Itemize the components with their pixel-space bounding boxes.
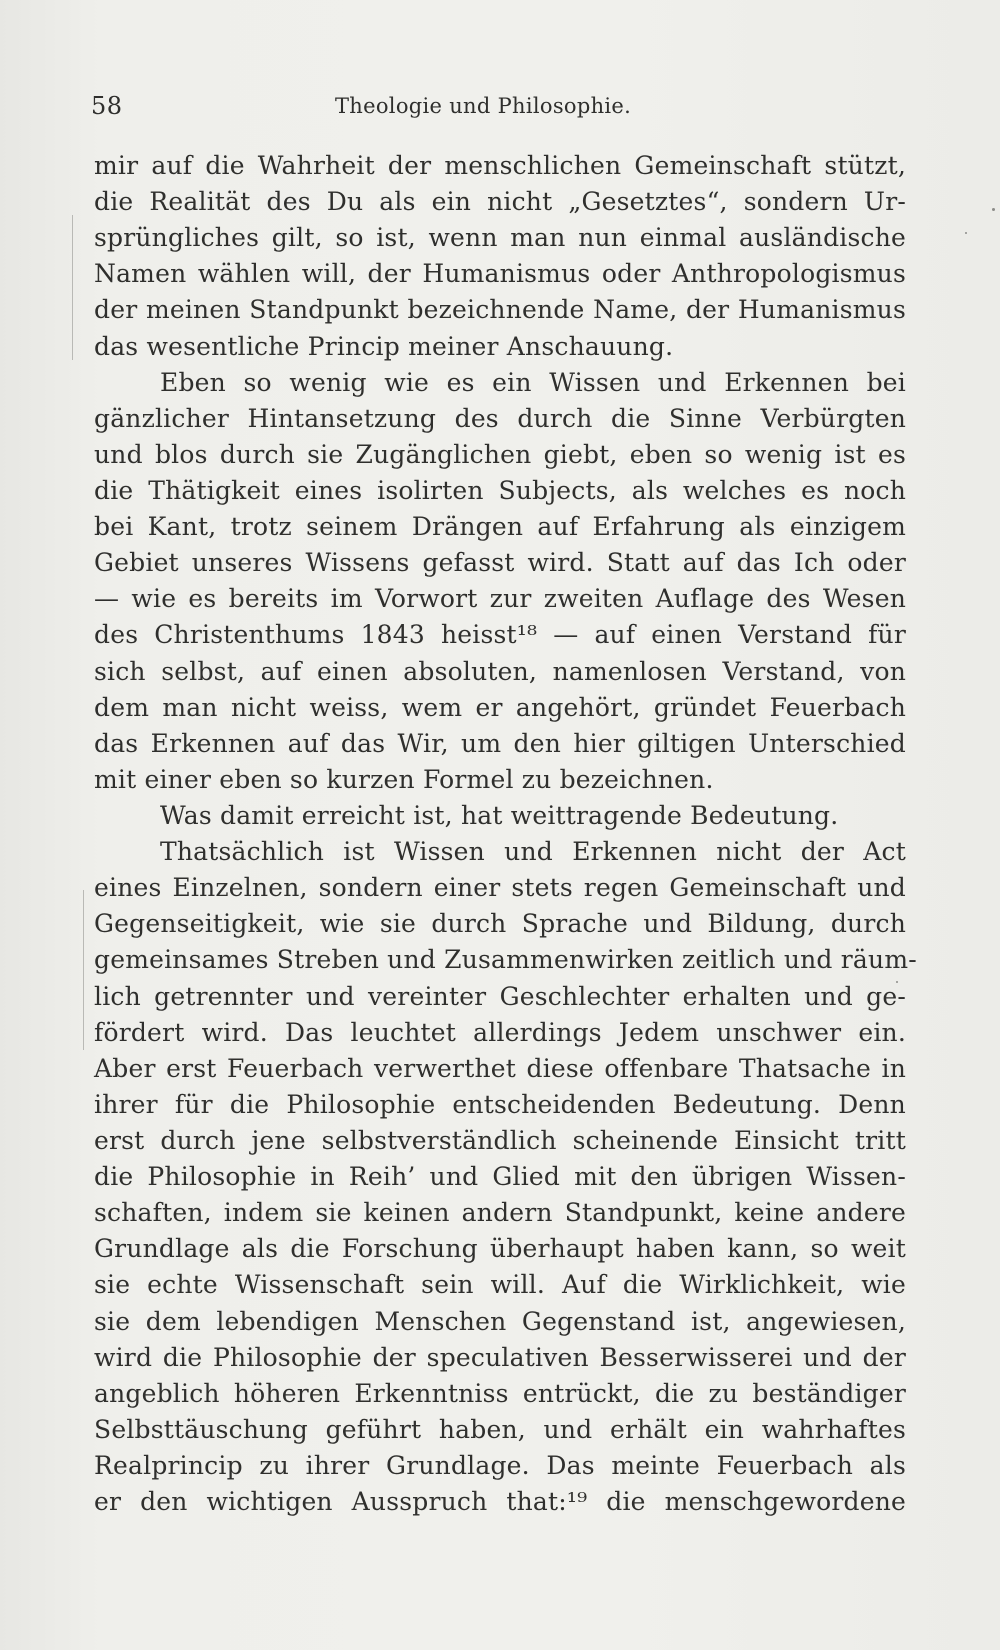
text-line: schaften, indem sie keinen andern Standpunkt, keine andere	[94, 1198, 906, 1228]
text-line: mir auf die Wahrheit der menschlichen Gemeinschaft stützt,	[94, 151, 906, 180]
text-line: mit einer eben so kurzen Formel zu bezeichnen.	[94, 764, 714, 794]
text-line: Was damit erreicht ist, hat weittragende Bedeutung.	[160, 800, 839, 830]
text-line: Selbsttäuschung geführt haben, und erhält ein wahrhaftes	[94, 1414, 906, 1444]
margin-pencil-mark	[72, 215, 73, 360]
text-line: ihrer für die Philosophie entscheidenden Bedeutung. Denn	[94, 1089, 906, 1119]
text-line: der meinen Standpunkt bezeichnende Name, der Humanismus	[94, 295, 906, 325]
text-line: Gegenseitigkeit, wie sie durch Sprache und Bildung, durch	[94, 909, 906, 939]
text-line: gemeinsames Streben und Zusammenwirken zeitlich und räum-	[94, 945, 917, 975]
running-head: Theologie und Philosophie.	[335, 94, 632, 118]
text-line: fördert wird. Das leuchtet allerdings Jedem unschwer ein.	[94, 1017, 906, 1047]
text-line: die Realität des Du als ein nicht „Gesetztes“, sondern Ur-	[94, 187, 906, 217]
text-line: gänzlicher Hintansetzung des durch die Sinne Verbürgten	[94, 403, 906, 433]
text-line: Thatsächlich ist Wissen und Erkennen nicht der Act	[160, 837, 906, 867]
paper-speck	[965, 232, 967, 234]
text-line: lich getrennter und vereinter Geschlechter erhalten und ge-	[94, 981, 906, 1011]
text-line: — wie es bereits im Vorwort zur zweiten Auflage des Wesen	[94, 584, 906, 614]
text-line: sich selbst, auf einen absoluten, namenlosen Verstand, von	[94, 656, 906, 686]
text-line: Eben so wenig wie es ein Wissen und Erkennen bei	[160, 367, 906, 397]
text-line: die Philosophie in Reih’ und Glied mit den übrigen Wissen-	[94, 1162, 906, 1192]
text-line: und blos durch sie Zugänglichen giebt, eben so wenig ist es	[94, 439, 906, 469]
text-line: bei Kant, trotz seinem Drängen auf Erfahrung als einzigem	[94, 512, 906, 542]
text-line: dem man nicht weiss, wem er angehört, gründet Feuerbach	[94, 692, 906, 722]
text-line: sprüngliches gilt, so ist, wenn man nun einmal ausländische	[94, 223, 906, 253]
text-line: wird die Philosophie der speculativen Besserwisserei und der	[94, 1342, 906, 1372]
text-line: er den wichtigen Ausspruch that:¹⁹ die menschgewordene	[94, 1487, 906, 1517]
text-line: Grundlage als die Forschung überhaupt haben kann, so weit	[94, 1234, 906, 1264]
text-line: Gebiet unseres Wissens gefasst wird. Statt auf das Ich oder	[94, 548, 906, 578]
text-line: Aber erst Feuerbach verwerthet diese offenbare Thatsache in	[94, 1053, 906, 1083]
text-line: eines Einzelnen, sondern einer stets regen Gemeinschaft und	[94, 873, 906, 903]
body-text	[94, 148, 917, 1520]
text-line: sie dem lebendigen Menschen Gegenstand ist, angewiesen,	[94, 1306, 906, 1336]
text-line: des Christenthums 1843 heisst¹⁸ — auf einen Verstand für	[94, 620, 906, 650]
text-line: sie echte Wissenschaft sein will. Auf die Wirklichkeit, wie	[94, 1270, 906, 1300]
text-line: die Thätigkeit eines isolirten Subjects, als welches es noch	[94, 475, 906, 505]
text-line: das wesentliche Princip meiner Anschauung.	[94, 331, 674, 361]
page-number: 58	[91, 92, 123, 120]
text-line: erst durch jene selbstverständlich scheinende Einsicht tritt	[94, 1125, 906, 1155]
margin-pencil-mark	[83, 890, 84, 1050]
page-header	[91, 86, 907, 126]
text-line: Realprincip zu ihrer Grundlage. Das meinte Feuerbach als	[94, 1450, 906, 1480]
text-line: Namen wählen will, der Humanismus oder Anthropologismus	[94, 259, 906, 289]
text-line: das Erkennen auf das Wir, um den hier giltigen Unterschied	[94, 728, 906, 758]
paper-speck	[992, 208, 995, 211]
text-line: angeblich höheren Erkenntniss entrückt, die zu beständiger	[94, 1378, 906, 1408]
